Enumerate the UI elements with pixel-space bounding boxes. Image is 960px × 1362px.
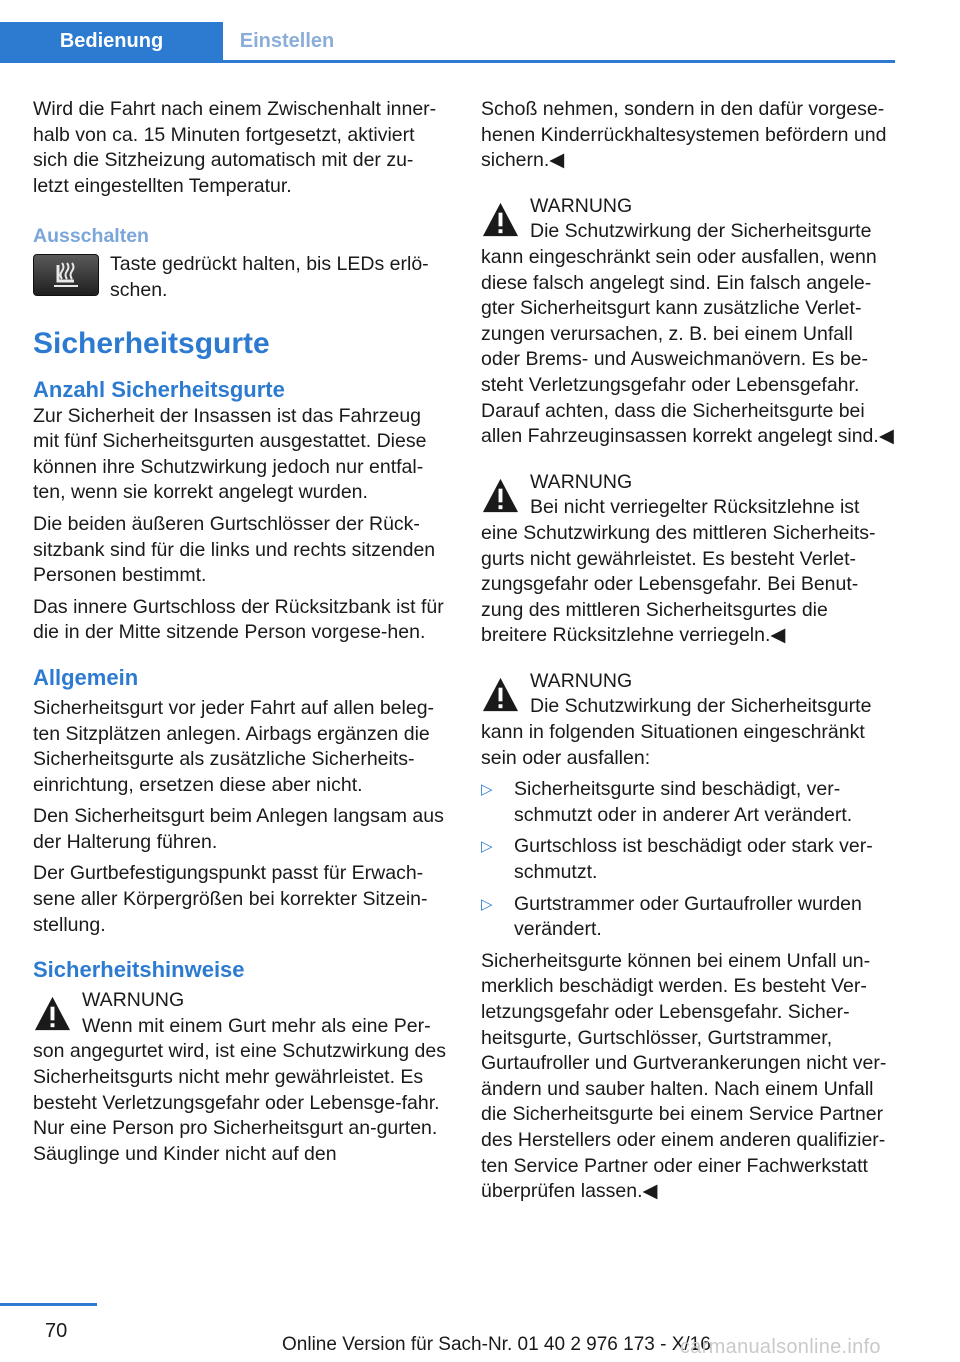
triangle-right-icon: ▷: [481, 781, 493, 799]
warning-text: Die Schutzwirkung der Sicherheitsgurte kann in folgenden Situationen eingeschränkt sein oder ausfallen:: [481, 695, 872, 769]
warning-triangle-icon: [481, 675, 520, 714]
allgemein-paragraph-2: Den Sicherheitsgurt beim Anlegen langsam aus der Halterung führen.: [33, 805, 444, 853]
warning-label: WARNUNG: [530, 470, 633, 493]
warning-label: WARNUNG: [530, 194, 633, 217]
anzahl-heading: Anzahl Sicherheitsgurte: [33, 376, 285, 402]
warning-text: Bei nicht verriegelter Rücksitzlehne ist eine Schutzwirkung des mittleren Sicherheits‐gurts nicht gewährleistet. Es besteht Verlet‐zungsgefahr oder Lebensgefahr. Bei Benut‐zung des mittleren Sicherheitsgurtes die breitere Rücksitzlehne verriegeln.◀: [481, 496, 876, 647]
header-tabs: [0, 22, 895, 62]
warning-label: WARNUNG: [82, 989, 185, 1012]
allgemein-paragraph-1: Sicherheitsgurt vor jeder Fahrt auf allen beleg‐ten Sitzplätzen anlegen. Airbags ergänzen die Sicherheitsgurte als zusätzliche Sicherheits‐einrichtung, ersetzen diese aber nicht.: [33, 696, 435, 796]
continued-paragraph: Schoß nehmen, sondern in den dafür vorgese‐henen Kinderrückhaltesystemen befördern und sichern.◀: [481, 98, 887, 172]
ausschalten-row: [33, 252, 447, 303]
allgemein-heading: Allgemein: [33, 664, 139, 690]
header-divider: [0, 60, 895, 63]
intro-paragraph: Wird die Fahrt nach einem Zwischenhalt inner‐halb von ca. 15 Minuten fortgesetzt, aktiviert sich die Sitzheizung automatisch mit der zu‐letzt eingestellten Temperatur.: [33, 98, 437, 197]
triangle-right-icon: ▷: [481, 895, 493, 913]
warning-text: Die Schutzwirkung der Sicherheitsgurte kann eingeschränkt sein oder ausfallen, wenn diese falsch angelegt sind. Ein falsch angele‐gter Sicherheitsgurt kann zusätzliche Verlet‐zungen verursachen, z. B. bei einem Unfall oder Brems- und Ausweichmanövern. Es be‐steht Verletzungsgefahr oder Lebensgefahr. Darauf achten, dass die Sicherheitsgurte bei allen Fahrzeuginsassen korrekt angelegt sind.◀: [481, 220, 894, 448]
warning-block-1: [33, 988, 447, 1167]
watermark: carmanualsonline.info: [680, 1336, 881, 1358]
online-version-text: Online Version für Sach-Nr. 01 40 2 976 173 - X/16: [282, 1334, 711, 1355]
final-paragraph: Sicherheitsgurte können bei einem Unfall un‐merklich beschädigt werden. Es besteht Ver‐letzungsgefahr oder Lebensgefahr. Sicher‐heitsgurte, Gurtschlösser, Gurtstrammer, Gurtaufroller und Gurtverankerungen nicht ver‐ändern und sauber halten. Nach einem Unfall die Sicherheitsgurte bei einem Service Partner des Herstellers oder einem anderen qualifizier‐ten Service Partner oder einer Fachwerkstatt überprüfen lassen.◀: [481, 949, 887, 1203]
right-column: [481, 97, 895, 1211]
triangle-right-icon: ▷: [481, 838, 493, 856]
list-item: [481, 892, 895, 943]
anzahl-paragraph-3: Das innere Gurtschloss der Rücksitzbank ist für die in der Mitte sitzende Person vorgese‐hen.: [33, 595, 444, 644]
warning-triangle-icon: [481, 200, 520, 239]
page-number: 70: [45, 1320, 68, 1342]
warning-triangle-icon: [481, 476, 520, 515]
warning-triangle-icon: [33, 994, 72, 1033]
hinweise-heading: Sicherheitshinweise: [33, 957, 245, 983]
warning-block-4: [481, 669, 895, 771]
anzahl-paragraph-1: Zur Sicherheit der Insassen ist das Fahrzeug mit fünf Sicherheitsgurten ausgestattet. Diese können ihre Schutzwirkung jedoch nur entfal‐ten, wenn sie korrekt angelegt wurden.: [33, 404, 427, 504]
bullet-list: [481, 777, 895, 943]
list-item-text: Sicherheitsgurte sind beschädigt, ver‐schmutzt oder in anderer Art verändert.: [514, 778, 853, 826]
tab-einstellen[interactable]: Einstellen: [239, 30, 335, 52]
warning-text: Wenn mit einem Gurt mehr als eine Per‐son angegurtet wird, ist eine Schutzwirkung des Sicherheitsgurts nicht mehr gewährleistet. Es besteht Verletzungsgefahr oder Lebensge‐fahr. Nur eine Person pro Sicherheitsgurt an‐gurten. Säuglinge und Kinder nicht auf den: [33, 1014, 446, 1165]
list-item-text: Gurtschloss ist beschädigt oder stark ver‐schmutzt.: [514, 835, 873, 884]
footer-divider: [0, 1303, 97, 1306]
section-title: Sicherheitsgurte: [33, 326, 270, 360]
tab-bedienung[interactable]: Bedienung: [0, 22, 223, 60]
warning-block-2: [481, 194, 895, 450]
list-item: [481, 834, 895, 885]
ausschalten-heading: Ausschalten: [33, 225, 149, 248]
ausschalten-text: Taste gedrückt halten, bis LEDs erlö‐schen.: [110, 253, 429, 301]
anzahl-paragraph-2: Die beiden äußeren Gurtschlösser der Rück‐sitzbank sind für die links und rechts sitzenden Personen bestimmt.: [33, 512, 436, 587]
warning-block-3: [481, 470, 895, 649]
warning-label: WARNUNG: [530, 669, 633, 692]
seat-heating-icon: [33, 254, 99, 296]
left-column: [33, 97, 447, 1173]
list-item-text: Gurtstrammer oder Gurtaufroller wurden verändert.: [514, 892, 862, 941]
allgemein-paragraph-3: Der Gurtbefestigungspunkt passt für Erwach‐sene aller Körpergrößen bei korrekter Sitzein‐stellung.: [33, 862, 428, 936]
list-item: [481, 777, 895, 828]
